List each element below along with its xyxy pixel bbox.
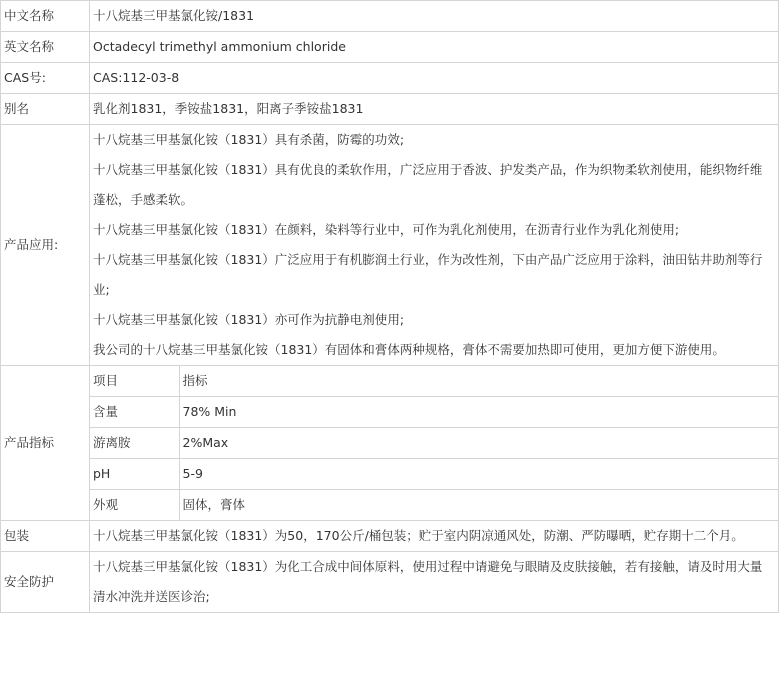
specs-item-value: 78% Min bbox=[179, 397, 778, 428]
row-alias bbox=[1, 94, 779, 125]
specs-item-name: pH bbox=[90, 459, 179, 490]
label-packaging: 包装 bbox=[1, 521, 90, 552]
value-cas: CAS:112-03-8 bbox=[90, 63, 779, 94]
value-english-name: Octadecyl trimethyl ammonium chloride bbox=[90, 32, 779, 63]
application-paragraph: 十八烷基三甲基氯化铵（1831）在颜料，染料等行业中，可作为乳化剂使用，在沥青行业作为乳化剂使用; bbox=[93, 222, 680, 237]
table-row bbox=[90, 490, 778, 521]
specs-header-row bbox=[90, 366, 778, 397]
value-application bbox=[90, 125, 779, 366]
value-alias: 乳化剂1831，季铵盐1831，阳离子季铵盐1831 bbox=[90, 94, 779, 125]
value-chinese-name: 十八烷基三甲基氯化铵/1831 bbox=[90, 1, 779, 32]
specs-item-name: 含量 bbox=[90, 397, 179, 428]
row-packaging bbox=[1, 521, 779, 552]
specs-header-index: 指标 bbox=[179, 366, 778, 397]
application-paragraph: 十八烷基三甲基氯化铵（1831）广泛应用于有机膨润土行业，作为改性剂，下由产品广泛应用于涂料，油田钻井助剂等行业; bbox=[93, 252, 763, 297]
row-chinese-name bbox=[1, 1, 779, 32]
value-safety: 十八烷基三甲基氯化铵（1831）为化工合成中间体原料，使用过程中请避免与眼睛及皮肤接触，若有接触，请及时用大量清水冲洗并送医诊治; bbox=[90, 552, 779, 613]
specs-item-value: 5-9 bbox=[179, 459, 778, 490]
row-safety bbox=[1, 552, 779, 613]
specs-item-value: 2%Max bbox=[179, 428, 778, 459]
application-paragraph: 十八烷基三甲基氯化铵（1831）亦可作为抗静电剂使用; bbox=[93, 312, 405, 327]
table-row bbox=[90, 428, 778, 459]
label-chinese-name: 中文名称 bbox=[1, 1, 90, 32]
label-english-name: 英文名称 bbox=[1, 32, 90, 63]
specs-cell bbox=[90, 366, 779, 521]
row-english-name bbox=[1, 32, 779, 63]
specs-table bbox=[90, 366, 778, 520]
application-paragraph: 十八烷基三甲基氯化铵（1831）具有优良的柔软作用，广泛应用于香波、护发类产品，作为织物柔软剂使用，能织物纤维蓬松，手感柔软。 bbox=[93, 162, 763, 207]
table-row bbox=[90, 397, 778, 428]
specs-item-name: 外观 bbox=[90, 490, 179, 521]
application-paragraph: 十八烷基三甲基氯化铵（1831）具有杀菌，防霉的功效; bbox=[93, 132, 405, 147]
row-specs bbox=[1, 366, 779, 521]
value-packaging: 十八烷基三甲基氯化铵（1831）为50，170公斤/桶包装；贮于室内阴凉通风处，防潮、严防曝晒，贮存期十二个月。 bbox=[90, 521, 779, 552]
specs-item-name: 游离胺 bbox=[90, 428, 179, 459]
label-specs: 产品指标 bbox=[1, 366, 90, 521]
row-application bbox=[1, 125, 779, 366]
specs-header-item: 项目 bbox=[90, 366, 179, 397]
application-paragraph: 我公司的十八烷基三甲基氯化铵（1831）有固体和膏体两种规格，膏体不需要加热即可使用，更加方便下游使用。 bbox=[93, 342, 725, 357]
table-row bbox=[90, 459, 778, 490]
label-application: 产品应用: bbox=[1, 125, 90, 366]
label-cas: CAS号: bbox=[1, 63, 90, 94]
label-safety: 安全防护 bbox=[1, 552, 90, 613]
row-cas bbox=[1, 63, 779, 94]
specs-item-value: 固体，膏体 bbox=[179, 490, 778, 521]
label-alias: 别名 bbox=[1, 94, 90, 125]
